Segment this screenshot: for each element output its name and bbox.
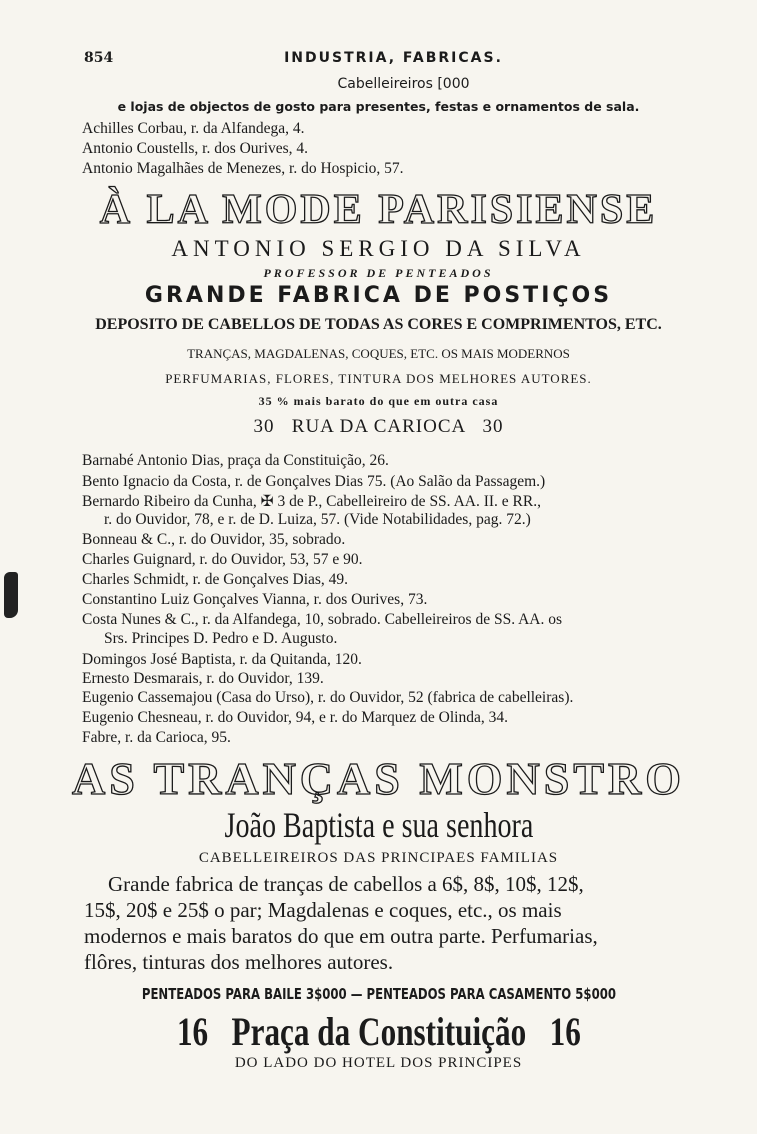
list-item: Fabre, r. da Carioca, 95. <box>82 729 231 746</box>
list-item: Eugenio Cassemajou (Casa do Urso), r. do Ouvidor, 52 (fabrica de cabelleiras). <box>82 689 574 706</box>
list-item: r. do Ouvidor, 78, e r. de D. Luiza, 57. (Vide Notabilidades, pag. 72.) <box>104 511 531 528</box>
ad-line: PERFUMARIAS, FLORES, TINTURA DOS MELHORES AUTORES. <box>165 371 592 386</box>
ad-address-note: DO LADO DO HOTEL DOS PRINCIPES <box>234 1055 523 1071</box>
ad-line: DEPOSITO DE CABELLOS DE TODAS AS CORES E COMPRIMENTOS, ETC. <box>95 316 662 333</box>
list-item: Charles Guignard, r. do Ouvidor, 53, 57 e 90. <box>82 551 363 568</box>
ad-body-line: flôres, tinturas dos melhores autores. <box>84 950 394 974</box>
ad-prices-wrap <box>0 984 757 1003</box>
list-item: Antonio Magalhães de Menezes, r. do Hospicio, 57. <box>82 160 404 177</box>
list-item: Barnabé Antonio Dias, praça da Constituição, 26. <box>82 452 389 469</box>
ad-discount: 35 % mais barato do que em outra casa <box>258 394 499 408</box>
ad-prices: PENTEADOS PARA BAILE 3$000 — PENTEADOS PARA CASAMENTO 5$000 <box>141 985 616 1003</box>
list-item: Eugenio Chesneau, r. do Ouvidor, 94, e r. do Marquez de Olinda, 34. <box>82 709 508 726</box>
ad-address: 16 Praça da Constituição 16 <box>176 1009 581 1054</box>
page-title: INDUSTRIA, FABRICAS. <box>284 50 503 66</box>
ad-owner-name: ANTONIO SERGIO DA SILVA <box>171 236 586 261</box>
list-item: Bernardo Ribeiro da Cunha, ✠ 3 de P., Cabelleireiro de SS. AA. II. e RR., <box>82 493 541 510</box>
list-item: Costa Nunes & C., r. da Alfandega, 10, sobrado. Cabelleireiros de SS. AA. os <box>82 611 563 628</box>
ad-owner-wrap <box>0 804 757 846</box>
list-item: Srs. Principes D. Pedro e D. Augusto. <box>104 630 338 647</box>
section-subtitle: e lojas de objectos de gosto para presentes, festas e ornamentos de sala. <box>117 99 640 114</box>
ad-title-a-la-mode: À LA MODE PARISIENSE <box>99 187 658 233</box>
ad-headline: GRANDE FABRICA DE POSTIÇOS <box>144 283 613 308</box>
list-item: Bonneau & C., r. do Ouvidor, 35, sobrado. <box>82 531 346 548</box>
ad-address: 30 RUA DA CARIOCA 30 <box>253 416 504 437</box>
ink-blot <box>4 572 18 618</box>
page-number: 854 <box>84 50 114 66</box>
ad-subtitle: CABELLEIREIROS DAS PRINCIPAES FAMILIAS <box>198 850 559 866</box>
list-item: Bento Ignacio da Costa, r. de Gonçalves Dias 75. (Ao Salão da Passagem.) <box>82 473 546 490</box>
ad-body-line: modernos e mais baratos do que em outra parte. Perfumarias, <box>84 924 598 948</box>
list-item: Antonio Coustells, r. dos Ourives, 4. <box>82 140 309 157</box>
ad-owner-name: João Baptista e sua senhora <box>224 805 533 845</box>
list-item: Constantino Luiz Gonçalves Vianna, r. dos Ourives, 73. <box>82 591 428 608</box>
ad-title-trancas-monstro: AS TRANÇAS MONSTRO <box>71 753 686 804</box>
list-item: Domingos José Baptista, r. da Quitanda, 120. <box>82 651 362 668</box>
list-item: Achilles Corbau, r. da Alfandega, 4. <box>82 120 305 137</box>
ad-address-wrap <box>0 1008 757 1055</box>
section-heading: Cabelleireiros [000 <box>337 76 470 92</box>
ad-profession: PROFESSOR DE PENTEADOS <box>263 266 494 280</box>
ad-body-line: 15$, 20$ e 25$ o par; Magdalenas e coques, etc., os mais <box>84 898 562 922</box>
list-item: Ernesto Desmarais, r. do Ouvidor, 139. <box>82 670 324 687</box>
ad-body-line: Grande fabrica de tranças de cabellos a 6$, 8$, 10$, 12$, <box>108 872 584 896</box>
list-item: Charles Schmidt, r. de Gonçalves Dias, 49. <box>82 571 349 588</box>
ad-line: TRANÇAS, MAGDALENAS, COQUES, ETC. OS MAIS MODERNOS <box>187 346 570 361</box>
